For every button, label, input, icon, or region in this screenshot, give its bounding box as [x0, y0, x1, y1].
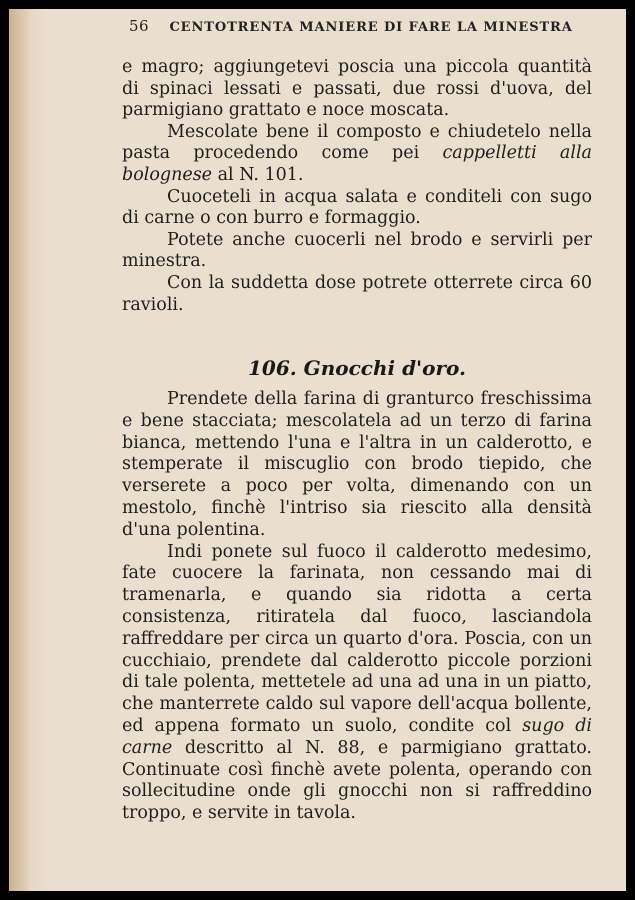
italic-reference: cappelletti alla bolognese: [122, 143, 592, 185]
continuation-text: [122, 57, 592, 316]
paragraph: e magro; aggiungetevi poscia una piccola quantità di spinaci lessati e passati, due rossi d'uova, del parmigiano grattato e noce moscata.: [122, 57, 592, 121]
paragraph: Indi ponete sul fuoco il calderotto medesimo, fate cuocere la farinata, non cessando mai di tramenarla, e quando sia ridotta a certa consistenza, ritiratela dal fuoco, lasciandola raffreddare per circa un quarto d'ora. Poscia, con un cucchiaio, prendete dal calderotto piccole porzioni di tale polenta, mettetele ad una ad una in un piatto, che manterrete caldo sul vapore dell'acqua bollente, ed appena formato un suolo, condite col sugo di carne descritto al N. 88, e parmigiano grattato. Continuate così finchè avete polenta, operando con sollecitudine onde gli gnocchi non si raffreddino troppo, e servite in tavola.: [122, 541, 592, 824]
paragraph: Con la suddetta dose potrete otterrete circa 60 ravioli.: [122, 272, 592, 315]
book-page: [9, 9, 626, 891]
paragraph: Prendete della farina di granturco freschissima e bene stacciata; mescolatela ad un terzo di farina bianca, mettendo l'una e l'altra in un calderotto, e stemperate il miscuglio con brodo tiepido, che verserete a poco per volta, dimenando con un mestolo, finchè l'intriso sia riescito alla densità d'una polentina.: [122, 389, 592, 540]
paragraph: Mescolate bene il composto e chiudetelo nella pasta procedendo come pei cappelletti alla bolognese al N. 101.: [122, 121, 592, 185]
italic-reference: sugo di carne: [122, 715, 592, 758]
running-title: CENTOTRENTA MANIERE DI FARE LA MINESTRA: [169, 20, 573, 35]
page-number: 56: [129, 17, 149, 35]
recipe-title: 106. Gnocchi d'oro.: [247, 356, 467, 380]
running-header: [129, 17, 599, 35]
recipe-text: [122, 389, 592, 825]
paragraph: Potete anche cuocerli nel brodo e servirli per minestra.: [122, 229, 592, 272]
page-gutter: [9, 9, 31, 891]
paragraph: Cuoceteli in acqua salata e conditeli con sugo di carne o con burro e formaggio.: [122, 186, 592, 229]
